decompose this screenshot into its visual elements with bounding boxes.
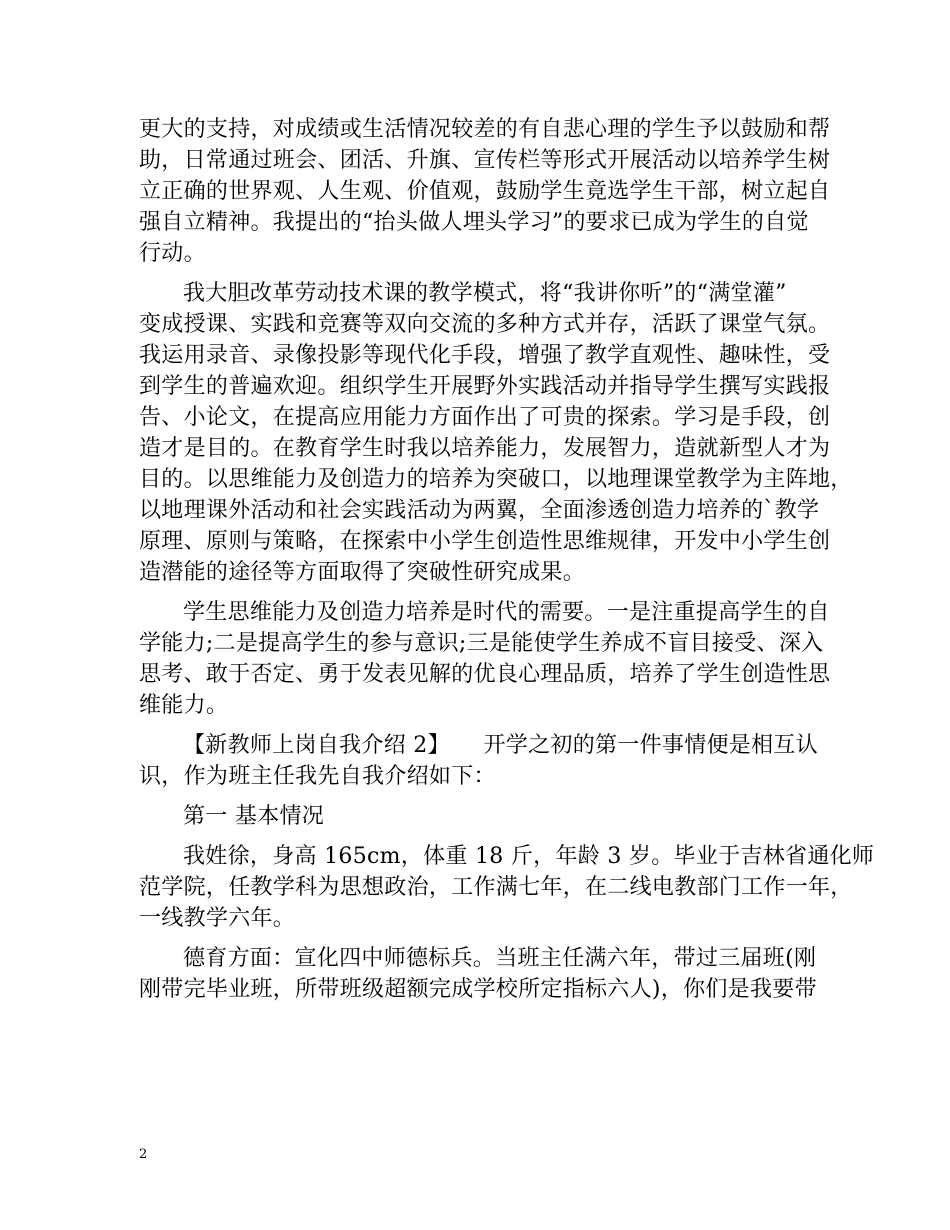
text-line: 强自立精神。我提出的“抬头做人埋头学习”的要求已成为学生的自觉 xyxy=(139,210,809,235)
text-line: 我运用录音、录像投影等现代化手段，增强了教学直观性、趣味性，受 xyxy=(139,343,831,368)
text-line: 造才是目的。在教育学生时我以培养能力，发展智力，造就新型人才为 xyxy=(139,436,831,461)
text-line: 思考、敢于否定、勇于发表见解的优良心理品质，培养了学生创造性思 xyxy=(139,662,831,687)
text-line: 识，作为班主任我先自我介绍如下： xyxy=(139,764,496,789)
text-line: 我姓徐，身高 165cm，体重 18 斤，年龄 3 岁。毕业于吉林省通化师 xyxy=(183,844,875,869)
text-line: 第一 基本情况 xyxy=(183,804,325,829)
text-line: 造潜能的途径等方面取得了突破性研究成果。 xyxy=(139,560,586,585)
text-line: 学能力;二是提高学生的参与意识;三是能使学生养成不盲目接受、深入 xyxy=(139,631,824,656)
paragraph-basic-info-heading xyxy=(139,801,829,832)
text-line: 范学院，任教学科为思想政治，工作满七年，在二线电教部门工作一年， xyxy=(139,875,853,900)
text-line: 一线教学六年。 xyxy=(139,906,296,931)
paragraph-personal-info xyxy=(139,841,875,934)
document-body xyxy=(139,114,875,1014)
text-line: 立正确的世界观、人生观、价值观，鼓励学生竟选学生干部，树立起自 xyxy=(139,179,831,204)
paragraph-section-heading-intro xyxy=(139,730,829,792)
text-line: 刚带完毕业班，所带班级超额完成学校所定指标六人)，你们是我要带 xyxy=(139,977,817,1002)
text-line: 目的。以思维能力及创造力的培养为突破口，以地理课堂教学为主阵地， xyxy=(139,467,853,492)
paragraph-creativity xyxy=(139,597,829,721)
text-line: 我大胆改革劳动技术课的教学模式，将“我讲你听”的“满堂灌” xyxy=(183,281,787,306)
text-line: 【新教师上岗自我介绍 2】 开学之初的第一件事情便是相互认 xyxy=(183,733,818,758)
text-line: 德育方面：宣化四中师德标兵。当班主任满六年，带过三届班(刚 xyxy=(183,946,817,971)
paragraph-support xyxy=(139,114,829,269)
text-line: 告、小论文，在提高应用能力方面作出了可贵的探索。学习是手段，创 xyxy=(139,405,831,430)
paragraph-teaching-reform xyxy=(139,278,853,588)
text-line: 行动。 xyxy=(139,241,206,266)
text-line: 以地理课外活动和社会实践活动为两翼，全面渗透创造力培养的`教学 xyxy=(139,498,820,523)
text-line: 更大的支持，对成绩或生活情况较差的有自悲心理的学生予以鼓励和帮 xyxy=(139,117,831,142)
text-line: 学生思维能力及创造力培养是时代的需要。一是注重提高学生的自 xyxy=(183,600,830,625)
page-number: 2 xyxy=(139,1147,148,1162)
text-line: 变成授课、实践和竞赛等双向交流的多种方式并存，活跃了课堂气氛。 xyxy=(139,312,831,337)
paragraph-moral-education xyxy=(139,943,829,1005)
text-line: 助，日常通过班会、团活、升旗、宣传栏等形式开展活动以培养学生树 xyxy=(139,148,831,173)
text-line: 维能力。 xyxy=(139,693,229,718)
text-line: 原理、原则与策略，在探索中小学生创造性思维规律，开发中小学生创 xyxy=(139,529,831,554)
text-line: 到学生的普遍欢迎。组织学生开展野外实践活动并指导学生撰写实践报 xyxy=(139,374,831,399)
